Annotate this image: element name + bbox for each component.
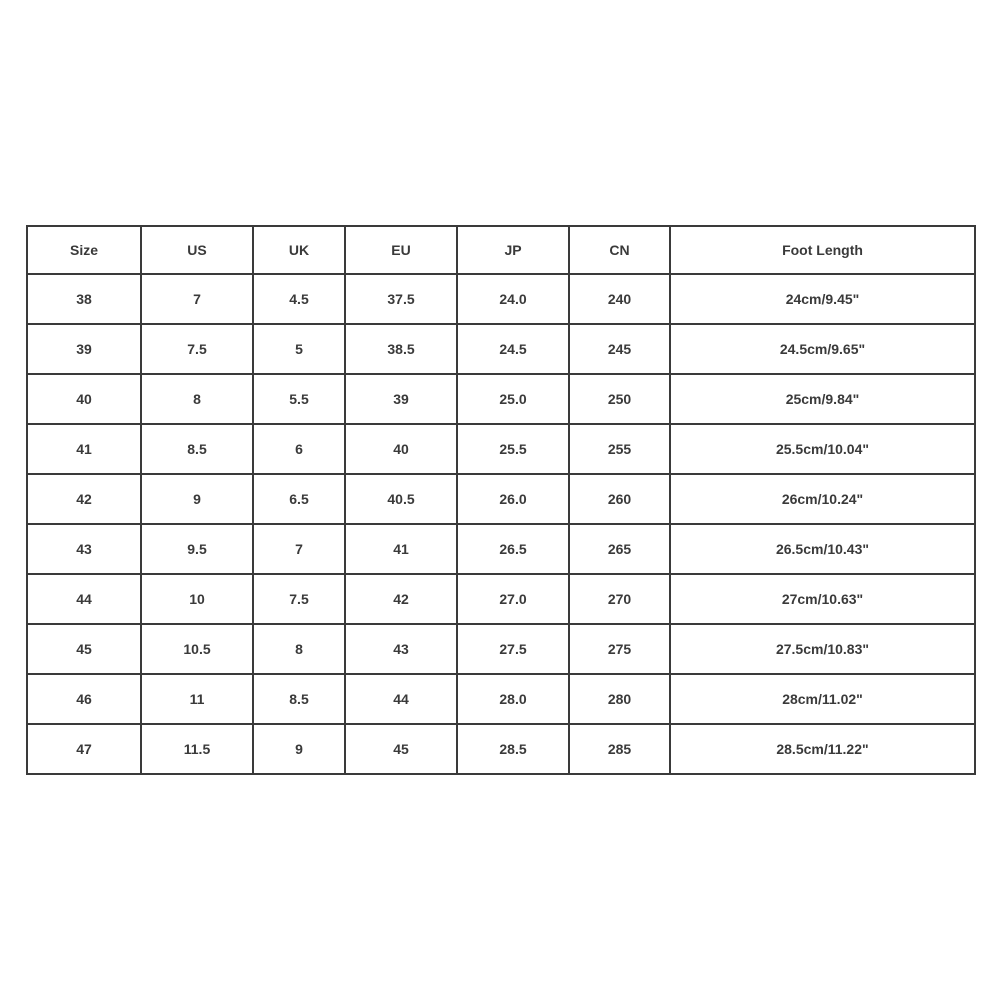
cell-size: 40: [27, 374, 141, 424]
header-size: Size: [27, 226, 141, 274]
cell-cn: 250: [569, 374, 670, 424]
cell-jp: 25.0: [457, 374, 569, 424]
cell-uk: 5: [253, 324, 345, 374]
header-eu: EU: [345, 226, 457, 274]
cell-us: 10.5: [141, 624, 253, 674]
header-foot-length: Foot Length: [670, 226, 975, 274]
cell-uk: 6.5: [253, 474, 345, 524]
table-row: [27, 274, 975, 324]
cell-cn: 285: [569, 724, 670, 774]
cell-uk: 9: [253, 724, 345, 774]
cell-uk: 8.5: [253, 674, 345, 724]
cell-foot-length: 24.5cm/9.65": [670, 324, 975, 374]
cell-cn: 240: [569, 274, 670, 324]
cell-eu: 42: [345, 574, 457, 624]
cell-size: 38: [27, 274, 141, 324]
cell-foot-length: 25.5cm/10.04": [670, 424, 975, 474]
cell-size: 43: [27, 524, 141, 574]
cell-jp: 26.5: [457, 524, 569, 574]
cell-us: 7.5: [141, 324, 253, 374]
cell-us: 8: [141, 374, 253, 424]
cell-us: 11: [141, 674, 253, 724]
header-jp: JP: [457, 226, 569, 274]
cell-us: 10: [141, 574, 253, 624]
header-uk: UK: [253, 226, 345, 274]
cell-uk: 7: [253, 524, 345, 574]
cell-foot-length: 24cm/9.45": [670, 274, 975, 324]
cell-cn: 280: [569, 674, 670, 724]
table-row: [27, 424, 975, 474]
cell-us: 8.5: [141, 424, 253, 474]
cell-eu: 40.5: [345, 474, 457, 524]
cell-jp: 24.0: [457, 274, 569, 324]
cell-foot-length: 27.5cm/10.83": [670, 624, 975, 674]
cell-size: 41: [27, 424, 141, 474]
cell-eu: 44: [345, 674, 457, 724]
cell-jp: 24.5: [457, 324, 569, 374]
cell-jp: 28.5: [457, 724, 569, 774]
cell-cn: 270: [569, 574, 670, 624]
size-chart-table: [26, 225, 976, 775]
cell-us: 9.5: [141, 524, 253, 574]
cell-size: 44: [27, 574, 141, 624]
cell-eu: 40: [345, 424, 457, 474]
cell-eu: 43: [345, 624, 457, 674]
cell-size: 47: [27, 724, 141, 774]
table-row: [27, 674, 975, 724]
header-us: US: [141, 226, 253, 274]
cell-size: 45: [27, 624, 141, 674]
cell-jp: 27.0: [457, 574, 569, 624]
cell-uk: 8: [253, 624, 345, 674]
cell-jp: 27.5: [457, 624, 569, 674]
cell-us: 9: [141, 474, 253, 524]
table-row: [27, 324, 975, 374]
cell-cn: 275: [569, 624, 670, 674]
cell-jp: 25.5: [457, 424, 569, 474]
cell-jp: 26.0: [457, 474, 569, 524]
table-row: [27, 474, 975, 524]
cell-size: 42: [27, 474, 141, 524]
cell-uk: 5.5: [253, 374, 345, 424]
cell-foot-length: 28cm/11.02": [670, 674, 975, 724]
table-row: [27, 524, 975, 574]
cell-uk: 6: [253, 424, 345, 474]
cell-eu: 41: [345, 524, 457, 574]
cell-foot-length: 25cm/9.84": [670, 374, 975, 424]
cell-foot-length: 27cm/10.63": [670, 574, 975, 624]
table-row: [27, 624, 975, 674]
cell-foot-length: 26cm/10.24": [670, 474, 975, 524]
cell-us: 11.5: [141, 724, 253, 774]
table-row: [27, 374, 975, 424]
cell-cn: 265: [569, 524, 670, 574]
cell-foot-length: 26.5cm/10.43": [670, 524, 975, 574]
cell-size: 46: [27, 674, 141, 724]
cell-uk: 4.5: [253, 274, 345, 324]
cell-jp: 28.0: [457, 674, 569, 724]
cell-uk: 7.5: [253, 574, 345, 624]
cell-cn: 255: [569, 424, 670, 474]
cell-us: 7: [141, 274, 253, 324]
cell-eu: 38.5: [345, 324, 457, 374]
cell-eu: 39: [345, 374, 457, 424]
cell-cn: 245: [569, 324, 670, 374]
table-body: [27, 274, 975, 774]
header-cn: CN: [569, 226, 670, 274]
cell-cn: 260: [569, 474, 670, 524]
cell-eu: 37.5: [345, 274, 457, 324]
cell-eu: 45: [345, 724, 457, 774]
table-row: [27, 724, 975, 774]
cell-foot-length: 28.5cm/11.22": [670, 724, 975, 774]
table-header-row: [27, 226, 975, 274]
cell-size: 39: [27, 324, 141, 374]
table-row: [27, 574, 975, 624]
